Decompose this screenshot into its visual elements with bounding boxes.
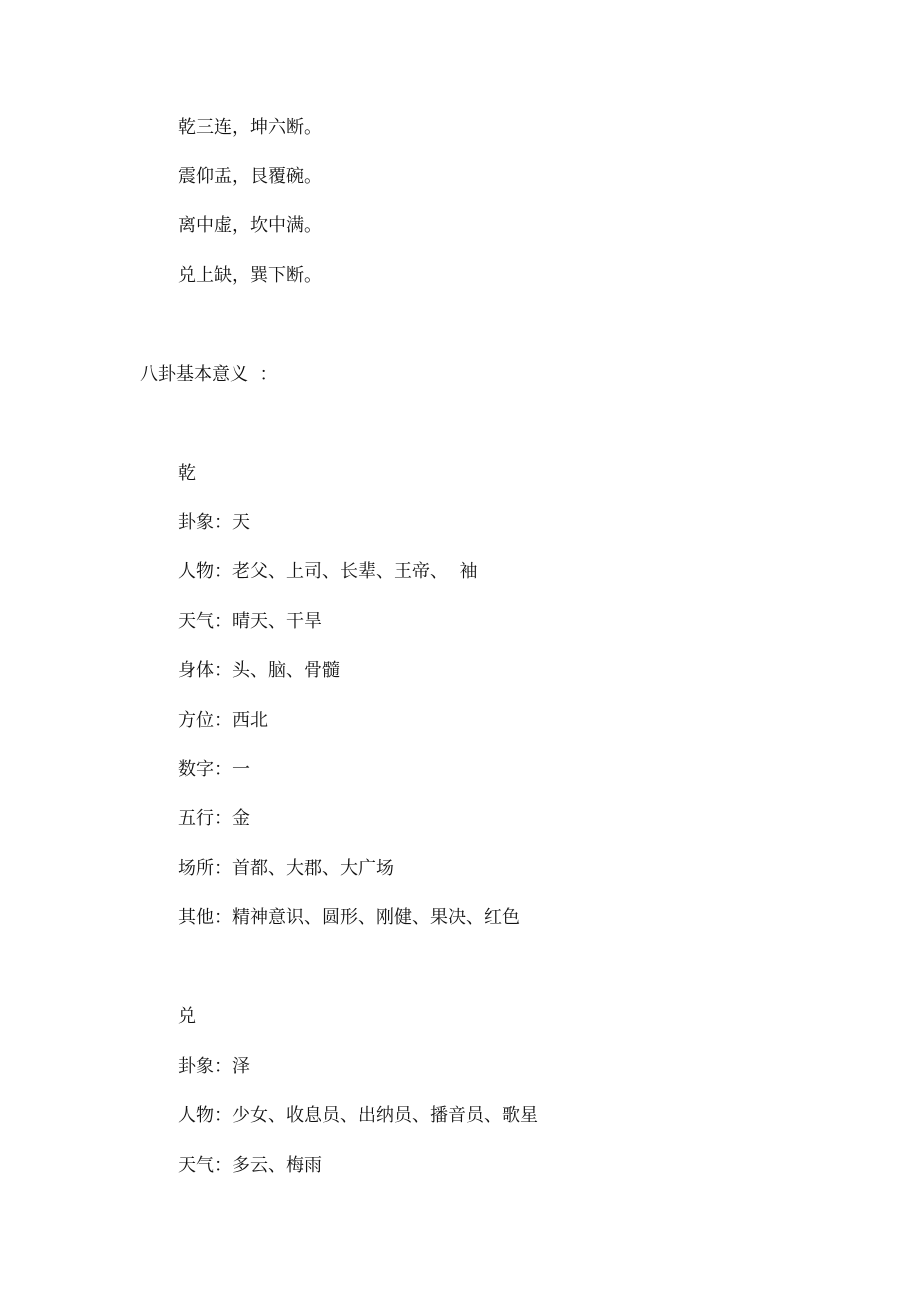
section-title: 八卦基本意义 ： — [140, 364, 278, 385]
qian-line-weather: 天气：晴天、干旱 — [178, 611, 322, 632]
mnemonic-line-1: 乾三连，坤六断。 — [178, 117, 322, 138]
mnemonic-line-4: 兑上缺，巽下断。 — [178, 265, 322, 286]
qian-line-other: 其他：精神意识、圆形、刚健、果决、红色 — [178, 907, 520, 928]
mnemonic-line-2: 震仰盂，艮覆碗。 — [178, 166, 322, 187]
dui-line-weather: 天气：多云、梅雨 — [178, 1155, 322, 1176]
trigram-heading-qian: 乾 — [178, 463, 196, 484]
qian-line-body: 身体：头、脑、骨髓 — [178, 660, 340, 681]
qian-line-places: 场所：首都、大郡、大广场 — [178, 858, 394, 879]
trigram-heading-dui: 兑 — [178, 1006, 196, 1027]
qian-line-people: 人物：老父、上司、长辈、王帝、 袖 — [178, 561, 478, 582]
qian-line-direction: 方位：西北 — [178, 710, 268, 731]
dui-line-people: 人物：少女、收息员、出纳员、播音员、歌星 — [178, 1105, 538, 1126]
qian-line-element: 五行：金 — [178, 808, 250, 829]
mnemonic-line-3: 离中虚，坎中满。 — [178, 215, 322, 236]
dui-line-symbol: 卦象：泽 — [178, 1056, 250, 1077]
qian-line-number: 数字：一 — [178, 759, 250, 780]
qian-line-symbol: 卦象：天 — [178, 512, 250, 533]
